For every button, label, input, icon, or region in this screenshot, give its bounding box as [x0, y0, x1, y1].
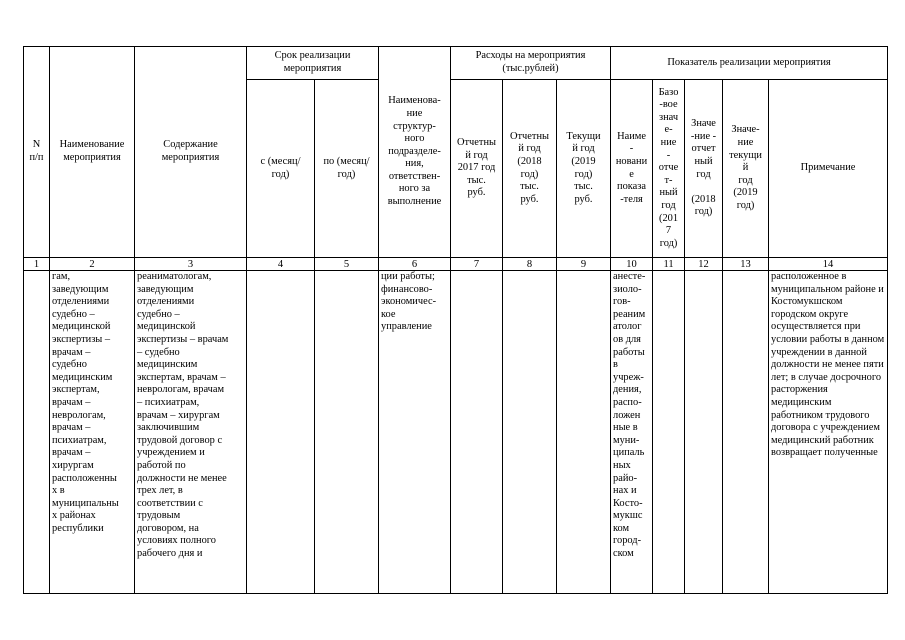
header-indicator-name: Наиме - новани е показа -теля — [611, 80, 653, 258]
header-responsible-unit: Наименова- ние структур- ного подразделе- ния, ответствен- ного за выполнение — [379, 47, 451, 258]
cell-expenses-2018 — [503, 271, 557, 594]
cell-note: расположенное в муниципальном районе и Костомукшском городском округе осуществляется при условии работы в данном учреждении в данной должности не менее пяти лет; в случае досрочного расторжения медицинским работником трудового договора с учреждением медицинский работник возвращает полученные — [769, 271, 888, 594]
cell-indicator-name: анесте- зиоло- гов- реаним атолог ов для работы в учреж- дения, распо- ложен ные в муни- ципаль ных райо- нах и Косто- мукшс ком город- ском — [611, 271, 653, 594]
cell-expenses-2017 — [451, 271, 503, 594]
column-number: 14 — [769, 258, 888, 271]
cell-measure-content: реаниматологам, заведующим отделениями судебно – медицинской экспертизы – врачам – судебно медицинским экспертам, врачам – неврологам, врачам – психиатрам, врачам – хирургам заключившим трудовой договор с учреждением и работой по должности не менее трех лет, в соответствии с трудовым договором, на условиях полного рабочего дня и — [135, 271, 247, 594]
column-number: 10 — [611, 258, 653, 271]
table-row — [24, 271, 888, 594]
column-number: 4 — [247, 258, 315, 271]
header-indicator-2019: Значе- ние текущи й год (2019 год) — [723, 80, 769, 258]
column-number: 11 — [653, 258, 685, 271]
header-period-from: с (месяц/ год) — [247, 80, 315, 258]
header-expenses-group: Расходы на мероприятия (тыс.рублей) — [451, 47, 611, 80]
cell-indicator-base-2017 — [653, 271, 685, 594]
header-expenses-2019: Текущи й год (2019 год) тыс. руб. — [557, 80, 611, 258]
header-indicator-base-2017: Базо -вое знач е- ние - отче т- ный год (201 7 год) — [653, 80, 685, 258]
header-period-to: по (месяц/ год) — [315, 80, 379, 258]
header-period-group: Срок реализации мероприятия — [247, 47, 379, 80]
column-number: 3 — [135, 258, 247, 271]
cell-indicator-2018 — [685, 271, 723, 594]
header-measure-content: Содержание мероприятия — [135, 47, 247, 258]
column-number: 13 — [723, 258, 769, 271]
column-number: 5 — [315, 258, 379, 271]
header-note: Примечание — [769, 80, 888, 258]
cell-indicator-2019 — [723, 271, 769, 594]
column-number: 9 — [557, 258, 611, 271]
column-number: 7 — [451, 258, 503, 271]
column-number: 12 — [685, 258, 723, 271]
column-number: 6 — [379, 258, 451, 271]
cell-period-to — [315, 271, 379, 594]
header-measure-name: Наименование мероприятия — [50, 47, 135, 258]
header-indicator-2018: Значе -ние - отчет ный год (2018 год) — [685, 80, 723, 258]
header-expenses-2017: Отчетны й год 2017 год тыс. руб. — [451, 80, 503, 258]
column-number: 2 — [50, 258, 135, 271]
cell-period-from — [247, 271, 315, 594]
column-number-row — [24, 258, 888, 271]
header-indicator-group: Показатель реализации мероприятия — [611, 47, 888, 80]
measures-table — [23, 46, 888, 594]
header-expenses-2018: Отчетны й год (2018 год) тыс. руб. — [503, 80, 557, 258]
column-number: 8 — [503, 258, 557, 271]
cell-expenses-2019 — [557, 271, 611, 594]
cell-number — [24, 271, 50, 594]
cell-responsible-unit: ции работы; финансово- экономичес- кое управление — [379, 271, 451, 594]
column-number: 1 — [24, 258, 50, 271]
cell-measure-name: гам, заведующим отделениями судебно – медицинской экспертизы – врачам – судебно медицинским экспертам, врачам – неврологам, врачам – психиатрам, врачам – хирургам расположенны х в муниципальны х районах республики — [50, 271, 135, 594]
header-col-number: N п/п — [24, 47, 50, 258]
